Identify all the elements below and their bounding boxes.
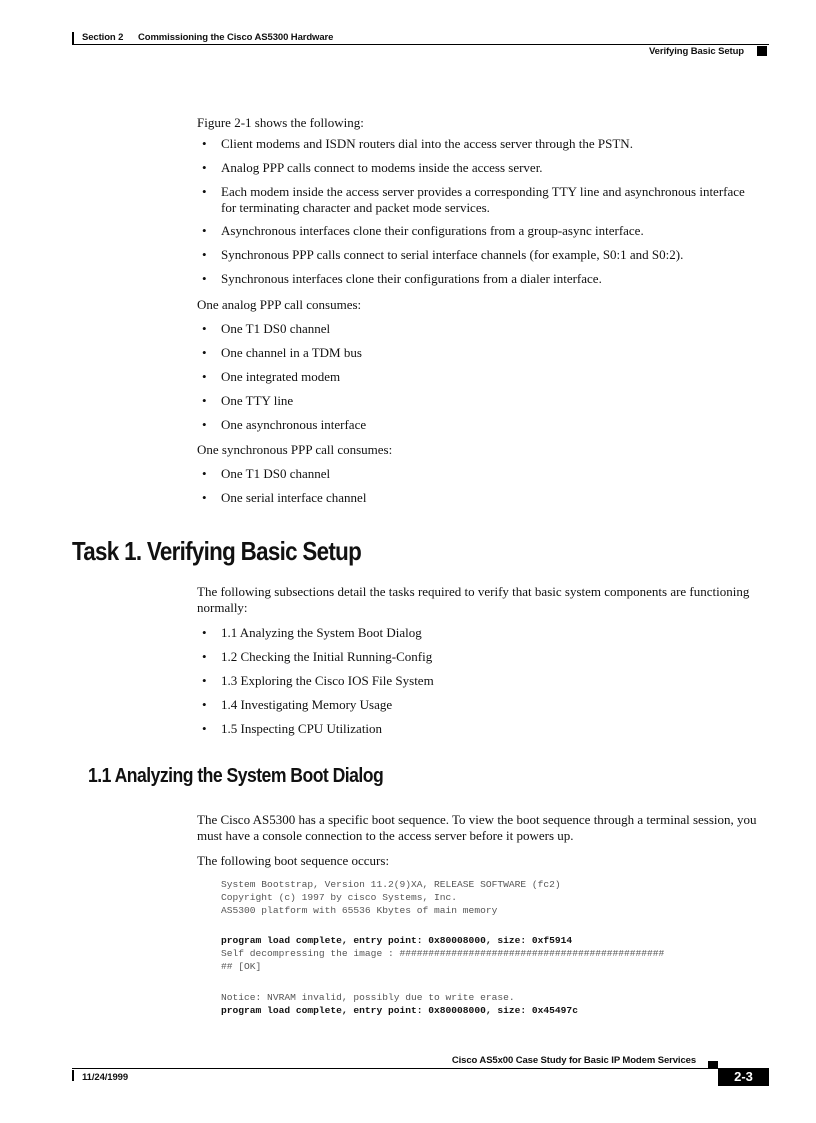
- footer-book-title: Cisco AS5x00 Case Study for Basic IP Modem Services: [451, 1055, 696, 1066]
- header-square-marker: [757, 46, 767, 56]
- task-bullet-list: [197, 625, 697, 737]
- task-heading: Task 1. Verifying Basic Setup: [72, 536, 362, 566]
- boot-code-load-1: program load complete, entry point: 0x80008000, size: 0xf5914: [221, 935, 573, 946]
- list-item: • 1.1 Analyzing the System Boot Dialog: [197, 625, 697, 641]
- list-item: • One T1 DS0 channel: [197, 321, 697, 337]
- sync-call-bullet-list: [197, 466, 697, 506]
- header-rule: [72, 44, 769, 45]
- page-number-box: [718, 1068, 769, 1086]
- header-running-title: Verifying Basic Setup: [648, 46, 744, 57]
- task-description: The following subsections detail the tasks required to verify that basic system components are functioning normally:: [197, 584, 750, 615]
- analog-call-lead: One analog PPP call consumes:: [197, 297, 362, 312]
- boot-code-decompress: Self decompressing the image : ############################################## ## [OK]: [221, 948, 665, 972]
- intro-lead: Figure 2-1 shows the following:: [197, 115, 364, 130]
- subsection-heading: 1.1 Analyzing the System Boot Dialog: [88, 765, 384, 787]
- list-item: • 1.5 Inspecting CPU Utilization: [197, 721, 697, 737]
- header-left-bar: [72, 32, 74, 44]
- footer-left-bar: [72, 1070, 74, 1081]
- header-section-label: Section 2: [82, 32, 124, 43]
- list-item: • Asynchronous interfaces clone their configurations from a group-async interface.: [197, 223, 777, 239]
- list-item: • One TTY line: [197, 393, 697, 409]
- boot-code-load-2: program load complete, entry point: 0x80008000, size: 0x45497c: [221, 1005, 578, 1016]
- list-item: • Each modem inside the access server provides a corresponding TTY line and asynchronous interface for terminating character and packet mode services.: [197, 184, 777, 216]
- intro-bullet-list: [197, 136, 777, 287]
- list-item: • One asynchronous interface: [197, 417, 697, 433]
- boot-intro-paragraph: The Cisco AS5300 has a specific boot sequence. To view the boot sequence through a terminal session, you must have a console connection to the access server before it powers up.: [197, 812, 757, 843]
- list-item: • Client modems and ISDN routers dial into the access server through the PSTN.: [197, 136, 777, 152]
- sync-call-lead: One synchronous PPP call consumes:: [197, 442, 393, 457]
- header-section-title: Commissioning the Cisco AS5300 Hardware: [138, 32, 334, 43]
- footer-rule: [72, 1068, 769, 1069]
- list-item: • One serial interface channel: [197, 490, 697, 506]
- boot-code-bootstrap: System Bootstrap, Version 11.2(9)XA, RELEASE SOFTWARE (fc2) Copyright (c) 1997 by cisco Systems, Inc. AS5300 platform with 65536 Kbytes of main memory: [221, 879, 561, 916]
- list-item: • One integrated modem: [197, 369, 697, 385]
- analog-call-bullet-list: [197, 321, 697, 433]
- list-item: • Analog PPP calls connect to modems inside the access server.: [197, 160, 777, 176]
- list-item: • Synchronous interfaces clone their configurations from a dialer interface.: [197, 271, 777, 287]
- page-number: 2-3: [734, 1069, 753, 1084]
- list-item: • Synchronous PPP calls connect to serial interface channels (for example, S0:1 and S0:2).: [197, 247, 777, 263]
- boot-code-nvram-notice: Notice: NVRAM invalid, possibly due to write erase.: [221, 992, 515, 1003]
- list-item: • One channel in a TDM bus: [197, 345, 697, 361]
- list-item: • 1.3 Exploring the Cisco IOS File System: [197, 673, 697, 689]
- list-item: • One T1 DS0 channel: [197, 466, 697, 482]
- list-item: • 1.2 Checking the Initial Running-Config: [197, 649, 697, 665]
- boot-sequence-lead: The following boot sequence occurs:: [197, 853, 390, 868]
- list-item: • 1.4 Investigating Memory Usage: [197, 697, 697, 713]
- footer-date: 11/24/1999: [82, 1072, 129, 1083]
